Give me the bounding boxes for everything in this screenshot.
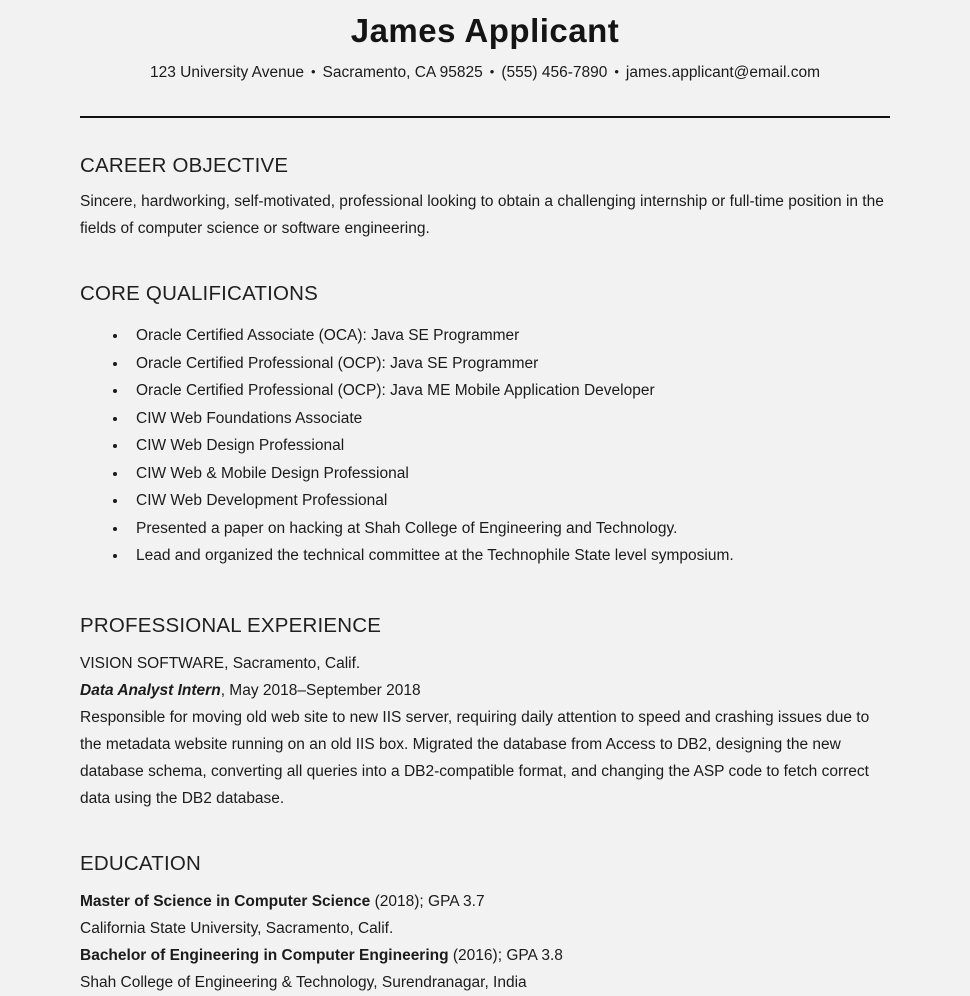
applicant-name: James Applicant [350, 12, 620, 49]
section-career-objective [80, 154, 890, 242]
school-name: California State University, Sacramento, Calif. [80, 919, 394, 937]
job-dates: , May 2018–September 2018 [220, 681, 421, 699]
school-name: Shah College of Engineering & Technology, Surendranagar, India [80, 973, 527, 991]
list-item: • Oracle Certified Professional (OCP): Java ME Mobile Application Developer [128, 377, 890, 405]
section-professional-experience [80, 614, 890, 812]
contact-line [80, 64, 890, 82]
section-heading-core-qualifications: CORE QUALIFICATIONS [80, 282, 319, 305]
header-divider [80, 116, 890, 118]
list-item: • Lead and organized the technical committee at the Technophile State level symposium. [128, 542, 890, 570]
contact-email: james.applicant@email.com [625, 64, 820, 81]
degree-name: Bachelor of Engineering in Computer Engineering [80, 946, 449, 964]
experience-description: Responsible for moving old web site to new IIS server, requiring daily attention to speed and crashing issues due to the metadata website running on an old IIS box. Migrated the database from Access to DB2, designing the new database schema, converting all queries into a DB2-compatible format, and changing the ASP code to fetch correct data using the DB2 database. [80, 708, 870, 807]
section-heading-career-objective: CAREER OBJECTIVE [80, 154, 289, 177]
list-item: • CIW Web Development Professional [128, 487, 890, 515]
bullet-separator-icon: • [614, 64, 619, 79]
contact-city: Sacramento, CA 95825 [322, 64, 483, 81]
job-title: Data Analyst Intern [80, 681, 221, 699]
experience-company: VISION SOFTWARE, Sacramento, Calif. [80, 654, 361, 672]
section-heading-education: EDUCATION [80, 851, 202, 875]
degree-line [80, 942, 890, 969]
list-item: • CIW Web Design Professional [128, 432, 890, 460]
list-item: • Oracle Certified Professional (OCP): Java SE Programmer [128, 350, 890, 378]
degree-name: Master of Science in Computer Science [80, 892, 371, 910]
career-objective-text: Sincere, hardworking, self-motivated, professional looking to obtain a challenging internship or full-time position in the fields of computer science or software engineering. [80, 193, 884, 237]
section-education [80, 852, 890, 996]
degree-detail: (2016); GPA 3.8 [448, 946, 563, 964]
experience-title-line [80, 677, 890, 704]
education-entry [80, 888, 890, 942]
degree-line [80, 888, 890, 915]
list-item: • CIW Web Foundations Associate [128, 405, 890, 433]
bullet-separator-icon: • [489, 64, 495, 79]
list-item: • CIW Web & Mobile Design Professional [128, 460, 890, 488]
contact-address: 123 University Avenue [150, 64, 304, 81]
section-heading-professional-experience: PROFESSIONAL EXPERIENCE [80, 613, 382, 637]
qualifications-list [80, 322, 890, 570]
education-entry [80, 942, 890, 996]
section-core-qualifications [80, 282, 890, 570]
contact-phone: (555) 456-7890 [501, 64, 608, 81]
bullet-separator-icon: • [310, 64, 316, 79]
list-item: • Presented a paper on hacking at Shah College of Engineering and Technology. [128, 515, 890, 543]
degree-detail: (2018); GPA 3.7 [370, 892, 485, 910]
resume-header [80, 0, 890, 82]
list-item: • Oracle Certified Associate (OCA): Java SE Programmer [128, 322, 890, 350]
